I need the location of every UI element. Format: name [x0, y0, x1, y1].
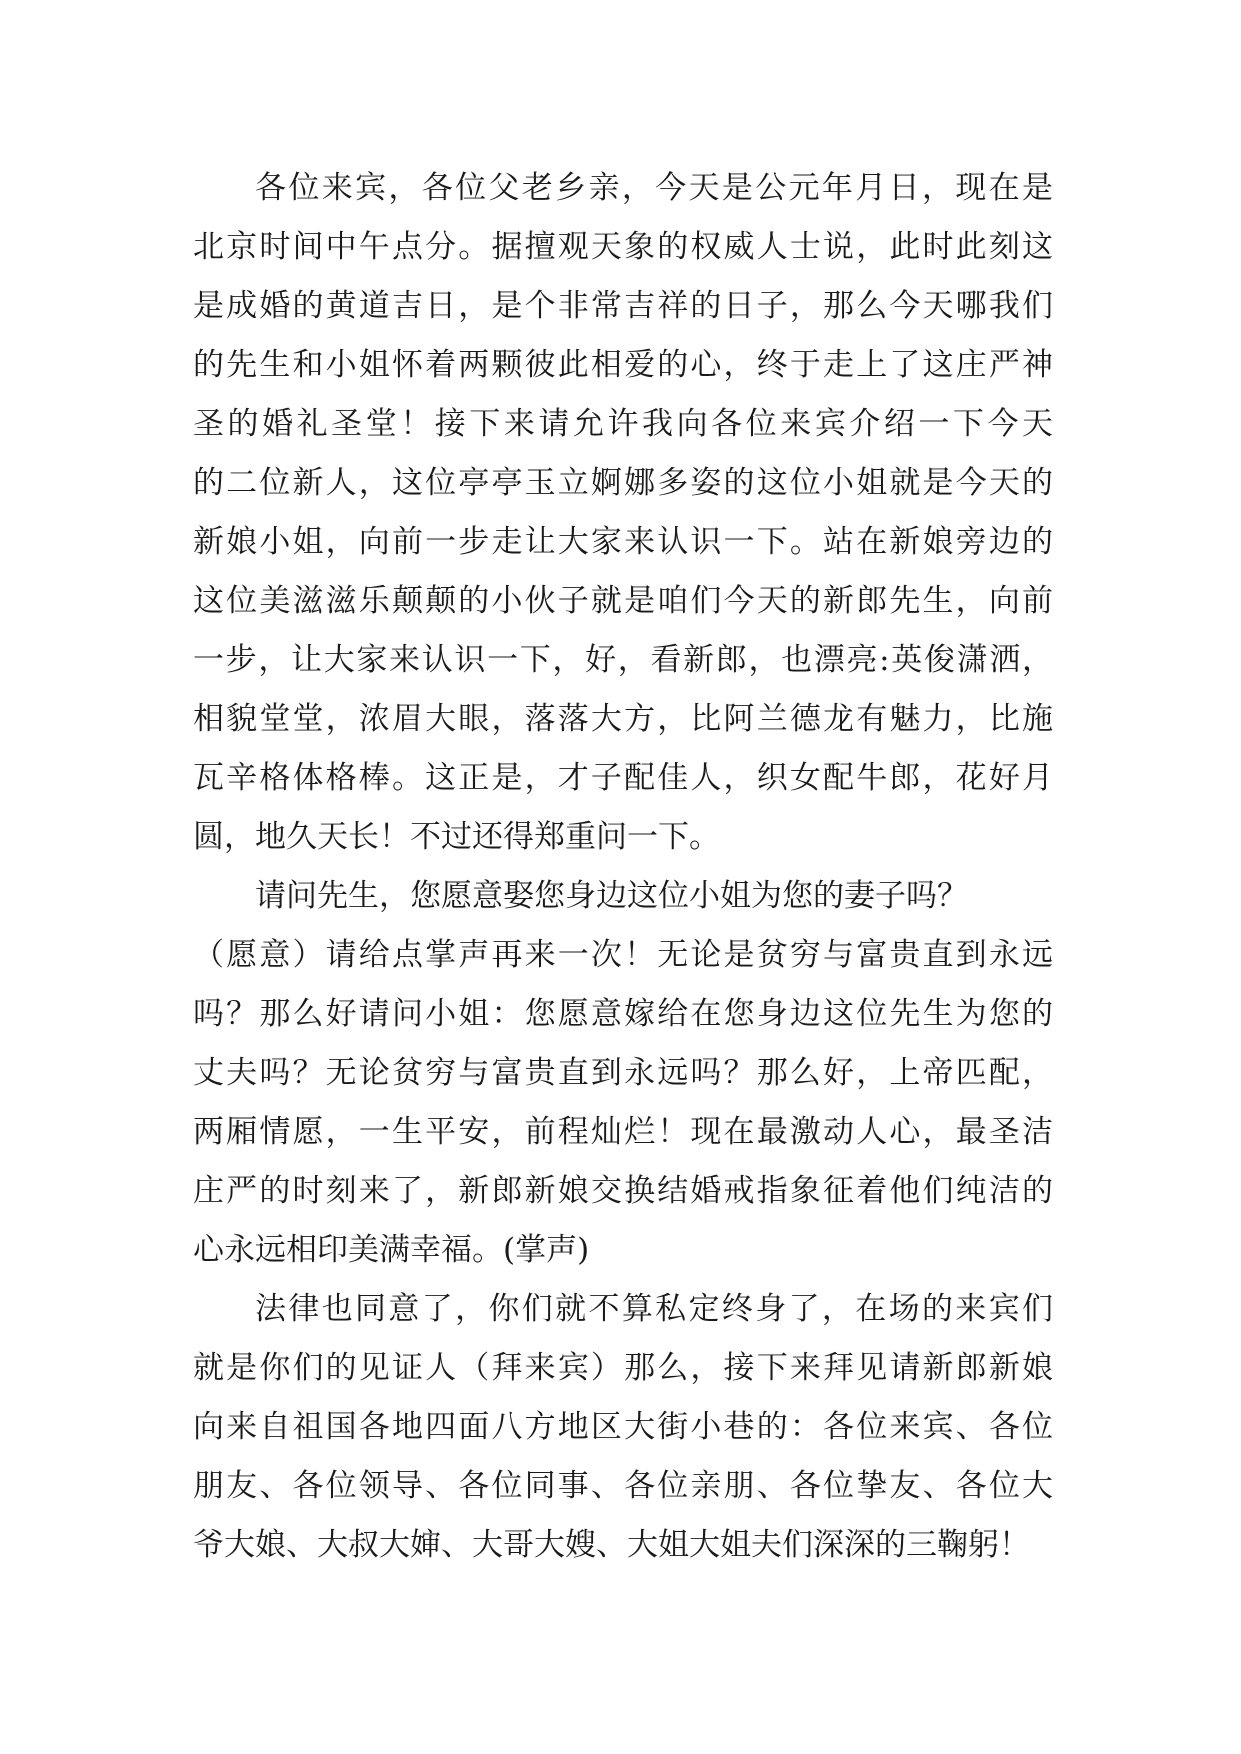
text-line: 心永远相印美满幸福。(掌声) — [193, 1232, 590, 1268]
text-line: 请问先生，您愿意娶您身边这位小姐为您的妻子吗？ — [255, 878, 968, 914]
text-line: 两厢情愿，一生平安，前程灿烂！现在最激动人心，最圣洁 — [193, 1114, 1053, 1150]
text-line: 圆，地久天长！不过还得郑重问一下。 — [193, 819, 720, 855]
text-line: 北京时间中午点分。据擅观天象的权威人士说，此时此刻这 — [193, 229, 1053, 265]
text-line: 圣的婚礼圣堂！接下来请允许我向各位来宾介绍一下今天 — [193, 406, 1053, 442]
paragraph-3 — [193, 1280, 1053, 1575]
text-line: 一步，让大家来认识一下，好，看新郎，也漂亮:英俊潇洒， — [193, 642, 1053, 678]
text-line: 庄严的时刻来了，新郎新娘交换结婚戒指象征着他们纯洁的 — [193, 1173, 1053, 1209]
text-line: 相貌堂堂，浓眉大眼，落落大方，比阿兰德龙有魅力，比施 — [193, 701, 1053, 737]
text-line: 丈夫吗？无论贫穷与富贵直到永远吗？那么好，上帝匹配， — [193, 1055, 1053, 1091]
text-line: 的先生和小姐怀着两颗彼此相爱的心，终于走上了这庄严神 — [193, 347, 1053, 383]
text-line: 瓦辛格体格棒。这正是，才子配佳人，织女配牛郎，花好月 — [193, 760, 1053, 796]
text-line: 各位来宾，各位父老乡亲，今天是公元年月日，现在是 — [255, 170, 1053, 206]
text-line: 吗？那么好请问小姐：您愿意嫁给在您身边这位先生为您的 — [193, 996, 1053, 1032]
text-line: 法律也同意了，你们就不算私定终身了，在场的来宾们 — [255, 1291, 1053, 1327]
paragraph-1 — [193, 159, 1053, 867]
text-line: 的二位新人，这位亭亭玉立婀娜多姿的这位小姐就是今天的 — [193, 465, 1053, 501]
text-line: 新娘小姐，向前一步走让大家来认识一下。站在新娘旁边的 — [193, 524, 1053, 560]
document-body — [193, 159, 1053, 1575]
text-line: 向来自祖国各地四面八方地区大街小巷的：各位来宾、各位 — [193, 1409, 1053, 1445]
text-line: 爷大娘、大叔大婶、大哥大嫂、大姐大姐夫们深深的三鞠躬！ — [193, 1527, 1030, 1563]
text-line: 这位美滋滋乐颠颠的小伙子就是咱们今天的新郎先生，向前 — [193, 583, 1053, 619]
paragraph-2 — [193, 867, 1053, 1280]
text-line: （愿意）请给点掌声再来一次！无论是贫穷与富贵直到永远 — [193, 937, 1053, 973]
text-line: 是成婚的黄道吉日，是个非常吉祥的日子，那么今天哪我们 — [193, 288, 1053, 324]
text-line: 就是你们的见证人（拜来宾）那么，接下来拜见请新郎新娘 — [193, 1350, 1053, 1386]
text-line: 朋友、各位领导、各位同事、各位亲朋、各位挚友、各位大 — [193, 1468, 1053, 1504]
